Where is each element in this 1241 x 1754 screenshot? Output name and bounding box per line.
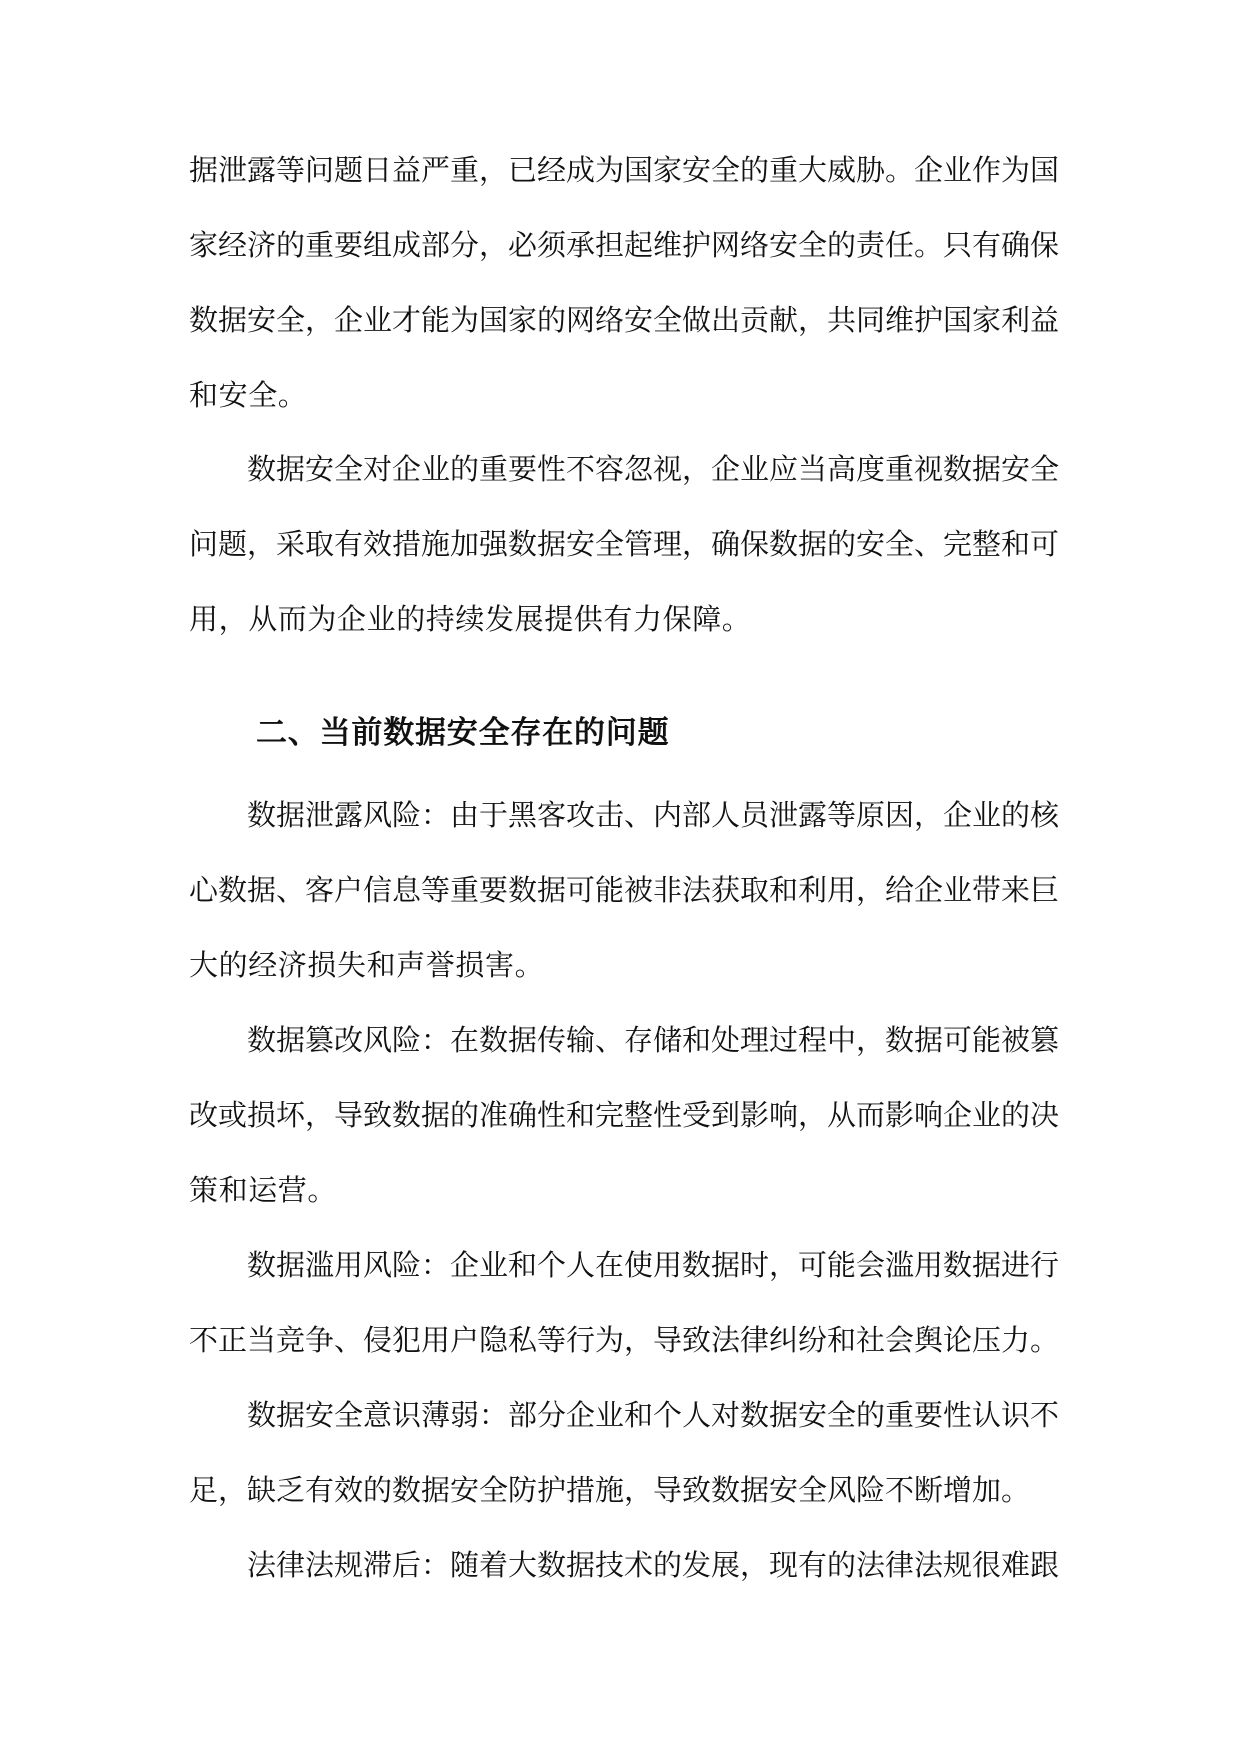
section-heading: 二、当前数据安全存在的问题 <box>256 715 670 751</box>
text-line: 法律法规滞后：随着大数据技术的发展，现有的法律法规很难跟 <box>247 1548 1060 1582</box>
text-line: 不正当竞争、侵犯用户隐私等行为，导致法律纠纷和社会舆论压力。 <box>189 1323 1060 1357</box>
text-line: 数据泄露风险：由于黑客攻击、内部人员泄露等原因，企业的核 <box>247 798 1060 832</box>
text-line: 数据滥用风险：企业和个人在使用数据时，可能会滥用数据进行 <box>247 1248 1060 1282</box>
text-line: 大的经济损失和声誉损害。 <box>189 948 545 982</box>
text-line: 数据安全，企业才能为国家的网络安全做出贡献，共同维护国家利益 <box>189 303 1060 337</box>
text-line: 家经济的重要组成部分，必须承担起维护网络安全的责任。只有确保 <box>189 228 1060 262</box>
text-line: 用，从而为企业的持续发展提供有力保障。 <box>189 602 752 636</box>
text-line: 数据安全对企业的重要性不容忽视，企业应当高度重视数据安全 <box>247 452 1060 486</box>
text-line: 改或损坏，导致数据的准确性和完整性受到影响，从而影响企业的决 <box>189 1098 1060 1132</box>
text-line: 据泄露等问题日益严重，已经成为国家安全的重大威胁。企业作为国 <box>189 153 1060 187</box>
text-line: 策和运营。 <box>189 1173 338 1207</box>
text-line: 足，缺乏有效的数据安全防护措施，导致数据安全风险不断增加。 <box>189 1473 1031 1507</box>
text-line: 问题，采取有效措施加强数据安全管理，确保数据的安全、完整和可 <box>189 527 1060 561</box>
text-line: 心数据、客户信息等重要数据可能被非法获取和利用，给企业带来巨 <box>189 873 1060 907</box>
text-line: 数据篡改风险：在数据传输、存储和处理过程中，数据可能被篡 <box>247 1023 1060 1057</box>
text-line: 数据安全意识薄弱：部分企业和个人对数据安全的重要性认识不 <box>247 1398 1060 1432</box>
text-line: 和安全。 <box>189 378 308 412</box>
